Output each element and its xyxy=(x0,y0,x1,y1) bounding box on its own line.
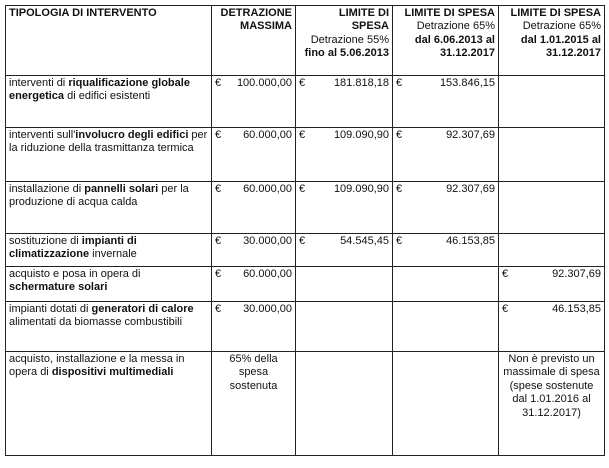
currency-symbol: € xyxy=(299,129,306,141)
header-limite-55 xyxy=(296,6,393,76)
row-description xyxy=(6,76,212,128)
table-row xyxy=(6,302,605,352)
cell-limite-65-2015 xyxy=(499,267,605,302)
cell-detrazione xyxy=(212,302,296,352)
row-description xyxy=(6,234,212,267)
row-desc-part: interventi di xyxy=(9,77,69,89)
header-tipologia: TIPOLOGIA DI INTERVENTO xyxy=(6,6,212,76)
row-desc-part: di edifici esistenti xyxy=(64,90,151,103)
currency-symbol: € xyxy=(215,77,222,89)
cell-empty xyxy=(393,352,499,456)
row-desc-part-bold: riqualificazione globale energetica xyxy=(9,77,190,103)
row-desc-part: sostituzione di xyxy=(9,235,82,247)
cell-limite-55 xyxy=(296,267,393,302)
row-description xyxy=(6,267,212,302)
cell-limite-65-2015 xyxy=(499,234,605,267)
row-description xyxy=(6,128,212,182)
amount: 92.307,69 xyxy=(446,183,495,195)
money-value xyxy=(299,235,389,248)
cell-limite-65-2013 xyxy=(393,267,499,302)
row-desc-part-bold: impianti di climatizzazione xyxy=(9,235,137,261)
amount: 60.000,00 xyxy=(243,129,292,141)
table-row xyxy=(6,128,605,182)
cell-detrazione xyxy=(212,182,296,234)
header-detrazione-line1: DETRAZIONE xyxy=(220,7,292,19)
row-desc-part-bold: generatori di calore xyxy=(91,303,194,315)
cell-limite-65-2013 xyxy=(393,302,499,352)
row-desc-part: acquisto, installazione e la messa in opera di xyxy=(9,353,185,379)
currency-symbol: € xyxy=(396,77,403,89)
currency-symbol: € xyxy=(299,77,306,89)
table-row xyxy=(6,267,605,302)
amount: 100.000,00 xyxy=(236,77,292,89)
cell-limite-65-2013 xyxy=(393,234,499,267)
currency-symbol: € xyxy=(215,129,222,141)
row-desc-part: invernale xyxy=(89,248,137,261)
cell-no-massimale: Non è previsto un massimale di spesa (spese sostenute dal 1.01.2016 al 31.12.2017) xyxy=(499,352,605,456)
money-value xyxy=(396,235,495,248)
cell-limite-65-2013 xyxy=(393,76,499,128)
row-desc-part: impianti dotati di xyxy=(9,303,92,315)
table-row xyxy=(6,234,605,267)
currency-symbol: € xyxy=(215,183,222,195)
amount: 60.000,00 xyxy=(243,183,292,195)
header-detrazione-line2: MASSIMA xyxy=(240,20,292,33)
cell-limite-55 xyxy=(296,302,393,352)
header-row xyxy=(6,6,605,76)
currency-symbol: € xyxy=(299,183,306,195)
currency-symbol: € xyxy=(396,235,403,247)
money-value xyxy=(502,268,601,281)
header-limite-65-2013-line1: Detrazione 65% xyxy=(416,20,495,33)
amount: 30.000,00 xyxy=(243,235,292,247)
currency-symbol: € xyxy=(215,268,222,280)
header-limite-55-title: LIMITE DI SPESA xyxy=(338,7,389,33)
cell-limite-55 xyxy=(296,182,393,234)
row-desc-part: alimentati da biomasse combustibili xyxy=(9,316,183,329)
cell-detrazione xyxy=(212,267,296,302)
amount: 153.846,15 xyxy=(439,77,495,89)
header-limite-65-2015-line2: dal 1.01.2015 al xyxy=(520,33,601,46)
header-limite-55-line1: Detrazione 55% xyxy=(310,33,389,46)
currency-symbol: € xyxy=(299,235,306,247)
row-desc-part: acquisto e posa in opera di xyxy=(9,268,141,280)
money-value xyxy=(215,77,292,90)
amount: 46.153,85 xyxy=(446,235,495,247)
header-limite-65-2015-line1: Detrazione 65% xyxy=(522,20,601,33)
amount: 92.307,69 xyxy=(446,129,495,141)
table-row-multimedia xyxy=(6,352,605,456)
money-value xyxy=(215,129,292,142)
cell-limite-65-2015 xyxy=(499,182,605,234)
money-value xyxy=(299,77,389,90)
money-value xyxy=(502,303,601,316)
row-description xyxy=(6,182,212,234)
cell-detrazione xyxy=(212,76,296,128)
money-value xyxy=(215,183,292,196)
currency-symbol: € xyxy=(396,129,403,141)
cell-limite-65-2013 xyxy=(393,182,499,234)
header-limite-65-2013-line2: dal 6.06.2013 al xyxy=(414,33,495,46)
cell-limite-55 xyxy=(296,128,393,182)
cell-limite-65-2015 xyxy=(499,76,605,128)
row-desc-part-bold: schermature solari xyxy=(9,281,108,294)
table-row xyxy=(6,182,605,234)
header-limite-65-2013-line3: 31.12.2017 xyxy=(439,47,495,60)
header-limite-65-2013-title: LIMITE DI SPESA xyxy=(404,7,495,19)
header-limite-65-2015 xyxy=(499,6,605,76)
money-value xyxy=(299,183,389,196)
money-value xyxy=(215,235,292,248)
amount: 60.000,00 xyxy=(243,268,292,280)
row-desc-part: installazione di xyxy=(9,183,85,195)
currency-symbol: € xyxy=(215,235,222,247)
money-value xyxy=(396,183,495,196)
table-row xyxy=(6,76,605,128)
money-value xyxy=(396,129,495,142)
currency-symbol: € xyxy=(396,183,403,195)
row-desc-part-bold: dispositivi multimediali xyxy=(51,366,174,379)
cell-detrazione xyxy=(212,234,296,267)
header-limite-65-2015-title: LIMITE DI SPESA xyxy=(510,7,601,19)
detrazioni-table xyxy=(5,5,605,456)
cell-detrazione xyxy=(212,128,296,182)
row-description xyxy=(6,302,212,352)
cell-empty xyxy=(296,352,393,456)
amount: 46.153,85 xyxy=(552,303,601,315)
amount: 54.545,45 xyxy=(340,235,389,247)
currency-symbol: € xyxy=(215,303,222,315)
amount: 92.307,69 xyxy=(552,268,601,280)
cell-limite-55 xyxy=(296,234,393,267)
header-limite-65-2015-line3: 31.12.2017 xyxy=(545,47,601,60)
amount: 181.818,18 xyxy=(333,77,389,89)
cell-limite-65-2015 xyxy=(499,302,605,352)
currency-symbol: € xyxy=(502,268,509,280)
header-detrazione xyxy=(212,6,296,76)
row-desc-part: per la produzione di acqua calda xyxy=(9,183,189,209)
row-desc-part: per la riduzione della trasmittanza termica xyxy=(9,129,208,155)
money-value xyxy=(215,303,292,316)
amount: 109.090,90 xyxy=(333,129,389,141)
table-body xyxy=(6,76,605,456)
cell-limite-65-2015 xyxy=(499,128,605,182)
row-desc-part-bold: pannelli solari xyxy=(84,183,159,195)
currency-symbol: € xyxy=(502,303,509,315)
money-value xyxy=(299,129,389,142)
row-desc-multimedia xyxy=(6,352,212,456)
cell-limite-65-2013 xyxy=(393,128,499,182)
row-desc-part: interventi sull' xyxy=(9,129,76,141)
header-limite-65-2013 xyxy=(393,6,499,76)
money-value xyxy=(215,268,292,281)
amount: 109.090,90 xyxy=(333,183,389,195)
money-value xyxy=(396,77,495,90)
cell-limite-55 xyxy=(296,76,393,128)
row-desc-part-bold: involucro degli edifici xyxy=(75,129,189,141)
cell-detrazione-percent: 65% della spesa sostenuta xyxy=(212,352,296,456)
header-limite-55-line2: fino al 5.06.2013 xyxy=(304,47,389,60)
amount: 30.000,00 xyxy=(243,303,292,315)
